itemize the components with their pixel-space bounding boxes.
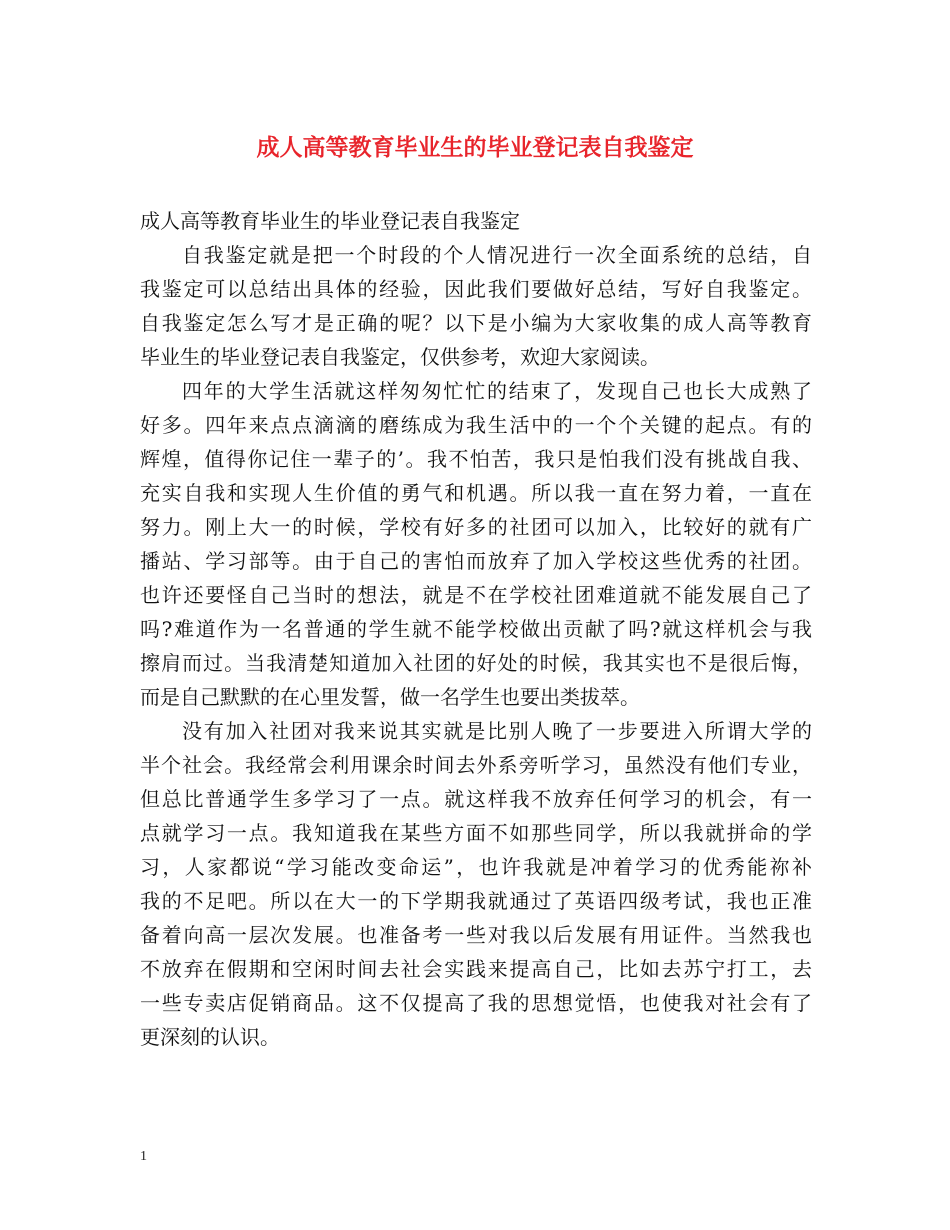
document-title: 成人高等教育毕业生的毕业登记表自我鉴定: [256, 135, 694, 161]
paragraph-line: 努力。刚上大一的时候，学校有好多的社团可以加入，比较好的就有广: [140, 515, 812, 539]
paragraph-line: 自我鉴定怎么写才是正确的呢？以下是小编为大家收集的成人高等教育: [140, 311, 812, 335]
paragraph-line: 没有加入社团对我来说其实就是比别人晚了一步要进入所谓大学的: [182, 719, 812, 743]
paragraph-line: 但总比普通学生多学习了一点。就这样我不放弃任何学习的机会，有一: [140, 787, 812, 811]
paragraph-line: 而是自己默默的在心里发誓，做一名学生也要出类拔萃。: [140, 685, 640, 709]
paragraph-3: [140, 714, 812, 1054]
paragraph-line: 吗?难道作为一名普通的学生就不能学校做出贡献了吗?就这样机会与我: [140, 617, 812, 641]
paragraph-line: 备着向高一层次发展。也准备考一些对我以后发展有用证件。当然我也: [140, 923, 812, 947]
paragraph-line: 半个社会。我经常会利用课余时间去外系旁听学习，虽然没有他们专业，: [140, 753, 812, 777]
paragraph-2: [140, 374, 812, 714]
paragraph-line: 一些专卖店促销商品。这不仅提高了我的思想觉悟，也使我对社会有了: [140, 991, 812, 1015]
paragraph-line: 自我鉴定就是把一个时段的个人情况进行一次全面系统的总结，自: [182, 243, 812, 267]
paragraph-line: 点就学习一点。我知道我在某些方面不如那些同学，所以我就拼命的学: [140, 821, 812, 845]
page-number: 1: [140, 1149, 147, 1164]
document-subtitle: 成人高等教育毕业生的毕业登记表自我鉴定: [140, 209, 520, 233]
paragraph-1: [140, 238, 812, 374]
paragraph-line: 四年的大学生活就这样匆匆忙忙的结束了，发现自己也长大成熟了: [182, 379, 812, 403]
paragraph-line: 毕业生的毕业登记表自我鉴定，仅供参考，欢迎大家阅读。: [140, 345, 660, 369]
paragraph-line: 我的不足吧。所以在大一的下学期我就通过了英语四级考试，我也正准: [140, 889, 812, 913]
paragraph-line: 播站、学习部等。由于自己的害怕而放弃了加入学校这些优秀的社团。: [140, 549, 812, 573]
paragraph-line: 辉煌，值得你记住一辈子的’。我不怕苦，我只是怕我们没有挑战自我、: [140, 447, 812, 471]
paragraph-line: 好多。四年来点点滴滴的磨练成为我生活中的一个个关键的起点。有的: [140, 413, 812, 437]
paragraph-line: 习，人家都说“学习能改变命运”，也许我就是冲着学习的优秀能祢补: [140, 855, 812, 879]
document-body: [140, 204, 812, 1054]
paragraph-line: 我鉴定可以总结出具体的经验，因此我们要做好总结，写好自我鉴定。: [140, 277, 812, 301]
paragraph-line: 充实自我和实现人生价值的勇气和机遇。所以我一直在努力着，一直在: [140, 481, 812, 505]
paragraph-line: 更深刻的认识。: [140, 1025, 280, 1049]
paragraph-line: 不放弃在假期和空闲时间去社会实践来提高自己，比如去苏宁打工，去: [140, 957, 812, 981]
paragraph-line: 也许还要怪自己当时的想法，就是不在学校社团难道就不能发展自己了: [140, 583, 812, 607]
paragraph-line: 擦肩而过。当我清楚知道加入社团的好处的时候，我其实也不是很后悔，: [140, 651, 812, 675]
